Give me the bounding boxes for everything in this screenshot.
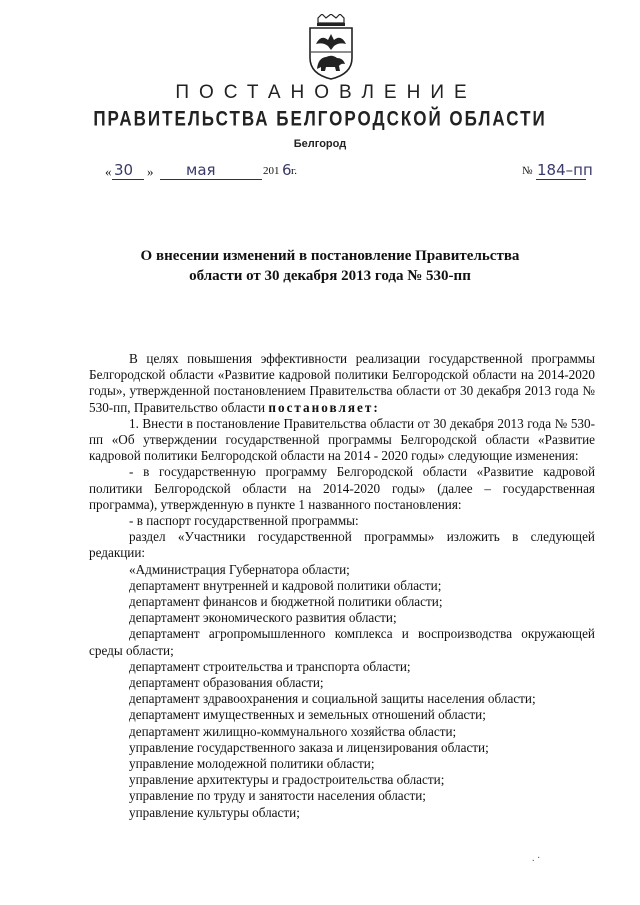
list-item: управление по труду и занятости населения области; — [129, 788, 426, 804]
list-item: департамент имущественных и земельных отношений области; — [129, 707, 486, 723]
document-heading — [60, 246, 600, 286]
document-title: ПОСТАНОВЛЕНИЕ — [175, 82, 477, 103]
day-underline — [112, 179, 144, 180]
list-item: департамент жилищно-коммунального хозяйства области; — [129, 723, 457, 739]
list-item: «Администрация Губернатора области; — [129, 561, 350, 577]
paragraph-passport: - в паспорт государственной программы: — [129, 513, 359, 529]
list-item: управление культуры области; — [129, 804, 300, 820]
list-item: департамент экономического развития области; — [129, 610, 397, 626]
date-month: мая — [186, 161, 216, 179]
list-item: департамент здравоохранения и социальной защиты населения области; — [129, 691, 536, 707]
date-day: 30 — [114, 161, 134, 179]
coat-of-arms-emblem — [304, 14, 358, 80]
paragraph-point-1: 1. Внести в постановление Правительства области от 30 декабря 2013 года № 530-пп «Об утверждении государственной программы Белгородской области «Развитие кадровой политики Белгородской области на 2014 - 2020 годы» следующие изменения: — [89, 415, 595, 464]
paragraph-section: раздел «Участники государственной программы» изложить в следующей редакции: — [89, 529, 595, 561]
date-year-end: г. — [291, 165, 298, 177]
paragraph-program-change: - в государственную программу Белгородской области «Развитие кадровой политики Белгородской области на 2014-2020 годы» (далее – государственная программа), утвержденную в пункте 1 названного постановления: — [89, 464, 595, 512]
list-item: департамент финансов и бюджетной политики области; — [129, 594, 443, 610]
heading-line-1: О внесении изменений в постановление Правительства — [140, 248, 520, 264]
list-item: управление архитектуры и градостроительства области; — [129, 772, 445, 788]
document-number: 184–пп — [537, 161, 593, 179]
number-underline — [536, 179, 586, 180]
document-subtitle: ПРАВИТЕЛЬСТВА БЕЛГОРОДСКОЙ ОБЛАСТИ — [93, 106, 547, 131]
list-item: департамент образования области; — [129, 675, 324, 691]
preamble-text: В целях повышения эффективности реализации государственной программы Белгородской области «Развитие кадровой политики Белгородской области на 2014-2020 годы», утвержденной постановлением Правительства области от 30 декабря 2013 года № 530-пп, Правительство области — [89, 351, 595, 415]
date-number-line — [0, 162, 640, 186]
document-body — [89, 351, 595, 821]
list-item: департамент агропромышленного комплекса и воспроизводства окружающей среды области; — [89, 626, 595, 658]
scan-mark: . · — [532, 853, 541, 864]
date-year-prefix: 201 — [263, 165, 280, 177]
date-close-quote: » — [147, 164, 154, 179]
list-item: управление молодежной политики области; — [129, 756, 375, 772]
paragraph-preamble — [89, 351, 595, 416]
number-label: № — [522, 165, 533, 177]
city-name: Белгород — [293, 138, 347, 150]
date-year-suffix: 6 — [282, 161, 292, 179]
date-open-quote: « — [105, 164, 112, 179]
heading-line-2: области от 30 декабря 2013 года № 530-пп — [189, 268, 471, 284]
list-item: управление государственного заказа и лицензирования области; — [129, 739, 489, 755]
list-item: департамент строительства и транспорта области; — [129, 658, 411, 674]
list-item: департамент внутренней и кадровой политики области; — [129, 577, 442, 593]
decree-word: постановляет: — [268, 399, 380, 415]
month-underline — [160, 179, 262, 180]
